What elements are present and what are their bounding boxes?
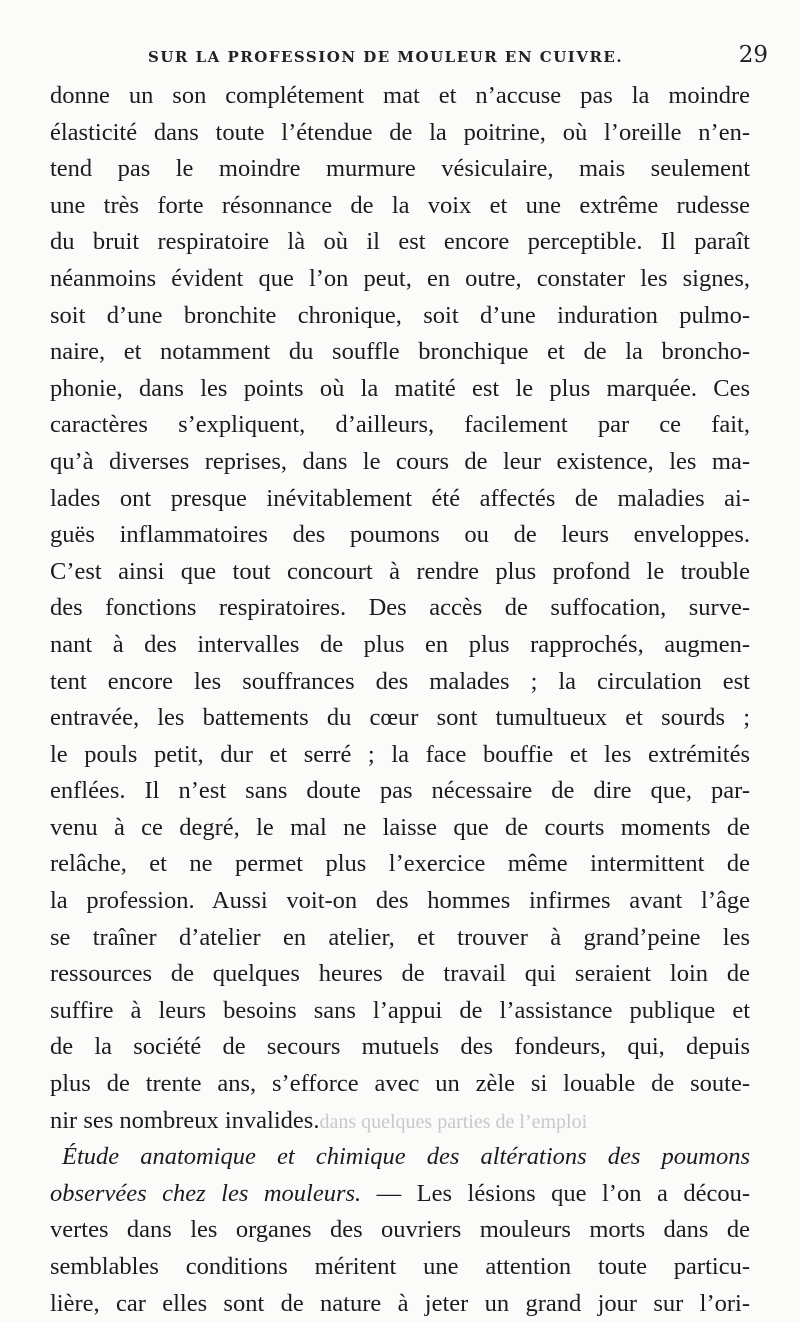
text-line: le pouls petit, dur et serré ; la face bouffie et les extrémités: [50, 740, 750, 768]
text-line: naire, et notamment du souffle bronchique et de la broncho-: [50, 338, 750, 366]
text-line: enflées. Il n’est sans doute pas nécessaire de dire que, par-: [50, 777, 750, 805]
paragraph-last-line: [50, 1103, 750, 1140]
text-line: relâche, et ne permet plus l’exercice même intermittent de: [50, 850, 750, 878]
text-line: donne un son complétement mat et n’accuse pas la moindre: [50, 82, 750, 109]
text-line: semblables conditions méritent une attention toute particu-: [50, 1253, 750, 1280]
section-title-continued: observées chez les mouleurs.: [50, 1179, 362, 1207]
text-line: du bruit respiratoire là où il est encore perceptible. Il paraît: [50, 228, 750, 256]
text-line: caractères s’expliquent, d’ailleurs, facilement par ce fait,: [50, 411, 750, 439]
section-text-start: — Les lésions que l’on a décou-: [361, 1179, 750, 1207]
page-header: [148, 42, 768, 76]
text-line: phonie, dans les points où la matité est le plus marquée. Ces: [50, 374, 750, 402]
text-line: entravée, les battements du cœur sont tumultueux et sourds ;: [50, 704, 750, 732]
text-line: qu’à diverses reprises, dans le cours de leur existence, les ma-: [50, 447, 750, 475]
text-line: vertes dans les organes des ouvriers mouleurs morts dans de: [50, 1216, 750, 1244]
section-heading-line-2: [50, 1176, 750, 1213]
text-line: tent encore les souffrances des malades ; la circulation est: [50, 667, 750, 695]
text-line: C’est ainsi que tout concourt à rendre plus profond le trouble: [50, 557, 750, 585]
show-through-text: dans quelques parties de l’emploi: [319, 1110, 588, 1133]
text-line: ressources de quelques heures de travail qui seraient loin de: [50, 960, 750, 988]
text-line: soit d’une bronchite chronique, soit d’une induration pulmo-: [50, 301, 750, 329]
page-number: 29: [738, 42, 768, 68]
running-head: SUR LA PROFESSION DE MOULEUR EN CUIVRE.: [148, 48, 624, 66]
text-line: suffire à leurs besoins sans l’appui de l’assistance publique et: [50, 996, 750, 1024]
body-text: [50, 78, 750, 1322]
text-line: de la société de secours mutuels des fondeurs, qui, depuis: [50, 1033, 750, 1061]
text-line: lière, car elles sont de nature à jeter un grand jour sur l’ori-: [50, 1289, 750, 1317]
text-line: guës inflammatoires des poumons ou de leurs enveloppes.: [50, 521, 750, 549]
text-line: des fonctions respiratoires. Des accès de suffocation, surve-: [50, 594, 750, 622]
text-line: venu à ce degré, le mal ne laisse que de courts moments de: [50, 813, 750, 841]
text-line: se traîner d’atelier en atelier, et trouver à grand’peine les: [50, 923, 750, 951]
section-title: Étude anatomique et chimique des altérations des poumons: [62, 1143, 750, 1171]
section-heading-line: [50, 1139, 750, 1176]
text-line: nant à des intervalles de plus en plus rapprochés, augmen-: [50, 630, 750, 658]
text-line: tend pas le moindre murmure vésiculaire, mais seulement: [50, 155, 750, 183]
text-line: la profession. Aussi voit-on des hommes infirmes avant l’âge: [50, 887, 750, 915]
text-line: lades ont presque inévitablement été affectés de maladies ai-: [50, 484, 750, 512]
text-line: élasticité dans toute l’étendue de la poitrine, où l’oreille n’en-: [50, 118, 750, 146]
text-line: nir ses nombreux invalides.: [50, 1106, 320, 1134]
text-line: une très forte résonnance de la voix et une extrême rudesse: [50, 191, 750, 219]
text-line: néanmoins évident que l’on peut, en outre, constater les signes,: [50, 264, 750, 292]
text-line: plus de trente ans, s’efforce avec un zèle si louable de soute-: [50, 1070, 750, 1098]
